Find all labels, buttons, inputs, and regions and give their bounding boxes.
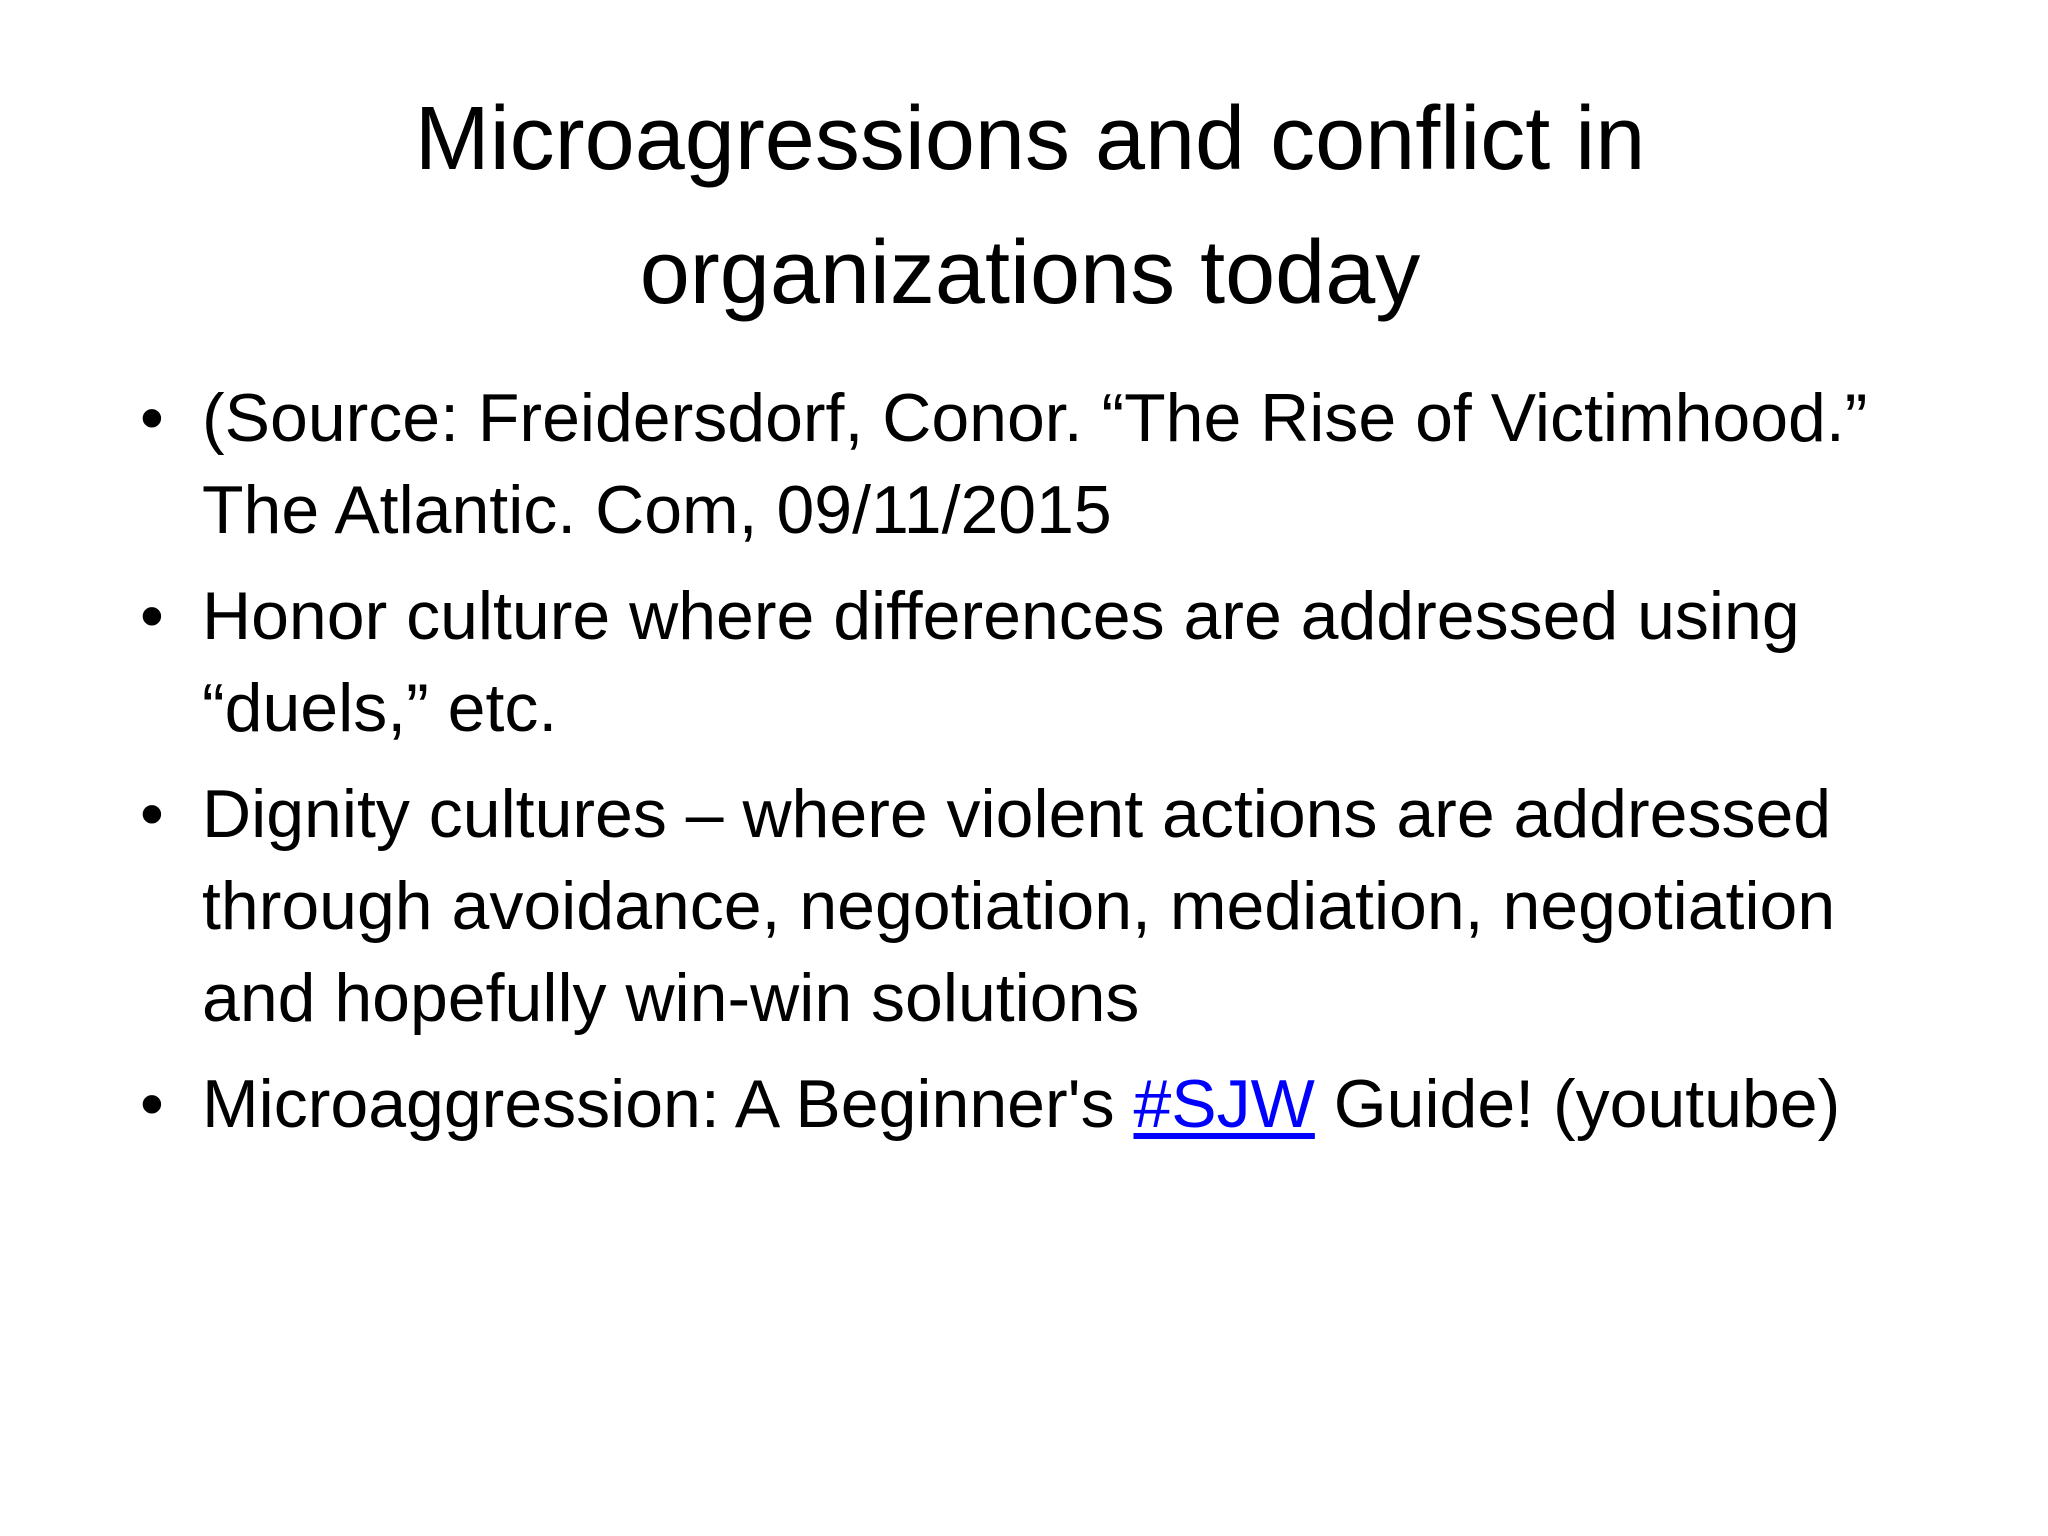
slide-title bbox=[160, 72, 1900, 340]
bullet-item-honor-culture bbox=[140, 570, 1940, 754]
bullet-text-honor-culture: Honor culture where differences are addressed using “duels,” etc. bbox=[202, 578, 1800, 746]
bullet-icon: • bbox=[140, 380, 164, 456]
sjw-link[interactable]: #SJW bbox=[1133, 1066, 1315, 1142]
bullet-text-guide-after: Guide! (youtube) bbox=[1314, 1066, 1841, 1142]
bullet-text-guide-before: Microaggression: A Beginner's bbox=[202, 1066, 1134, 1142]
bullet-list bbox=[140, 372, 1940, 1164]
bullet-icon: • bbox=[140, 1066, 164, 1142]
bullet-icon: • bbox=[140, 776, 164, 852]
bullet-item-source bbox=[140, 372, 1940, 556]
bullet-text-source: (Source: Freidersdorf, Conor. “The Rise of Victimhood.” The Atlantic. Com, 09/11/2015 bbox=[202, 380, 1868, 548]
bullet-item-dignity-cultures bbox=[140, 768, 1940, 1044]
bullet-icon: • bbox=[140, 578, 164, 654]
slide-title-line-2: organizations today bbox=[639, 223, 1421, 323]
slide-title-line-1: Microagressions and conflict in bbox=[414, 89, 1646, 189]
bullet-text-dignity-cultures: Dignity cultures – where violent actions are addressed through avoidance, negotiation, mediation, negotiation and hopefully win-win solutions bbox=[202, 776, 1836, 1036]
bullet-item-microaggression-guide bbox=[140, 1058, 1940, 1150]
